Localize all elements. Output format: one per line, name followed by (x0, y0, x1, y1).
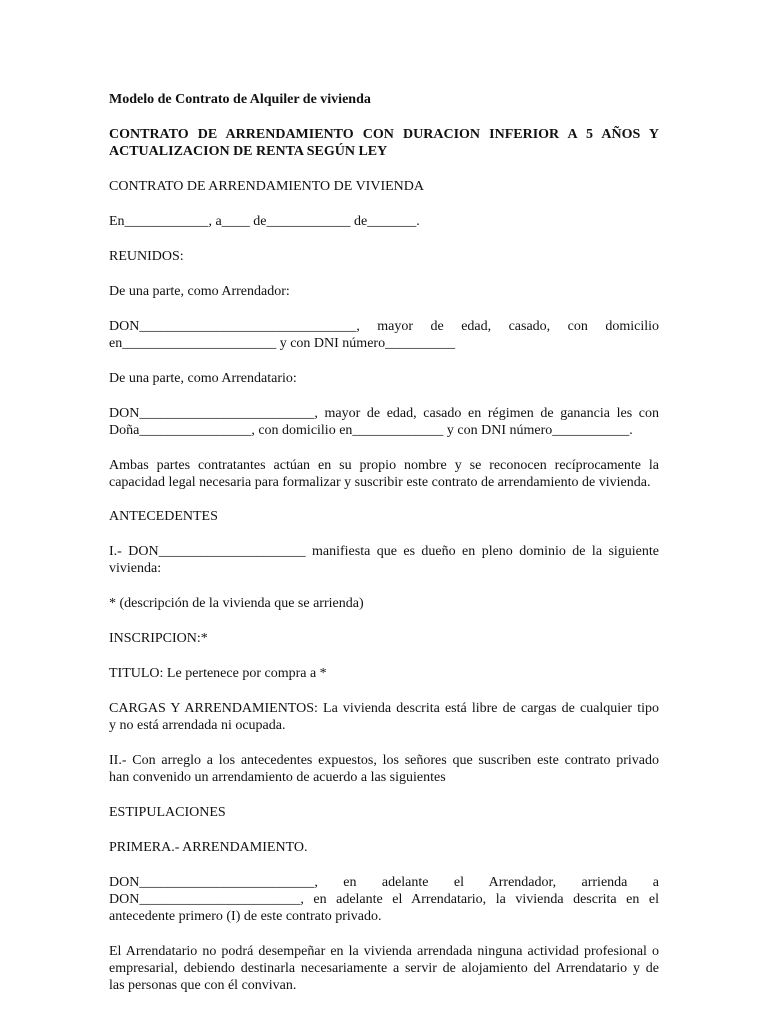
primera-line1: DON_________________________, en adelante el Arrendador, arrienda a (109, 875, 659, 890)
arrendador-line2: en______________________ y con DNI número__________ (109, 336, 456, 351)
arrendatario-paragraph (109, 405, 659, 439)
place-date-line: En____________, a____ de____________ de_______. (109, 214, 420, 229)
primera-line2: DON_______________________, en adelante el Arrendatario, la vivienda descrita en el (109, 892, 659, 907)
arrendatario-line1: DON_________________________, mayor de edad, casado en régimen de ganancia les con (109, 406, 659, 421)
ambas-line1: Ambas partes contratantes actúan en su propio nombre y se reconocen recíprocamente la (109, 458, 659, 473)
reunidos-heading: REUNIDOS: (109, 249, 184, 264)
antecedente-2-paragraph (109, 752, 659, 786)
primera-line3: antecedente primero (I) de este contrato privado. (109, 909, 382, 924)
contract-heading (109, 126, 659, 160)
final-line1: El Arrendatario no podrá desempeñar en la vivienda arrendada ninguna actividad profesional o (109, 944, 659, 959)
contract-heading-line1: CONTRATO DE ARRENDAMIENTO CON DURACION INFERIOR A 5 AÑOS Y (109, 127, 659, 142)
final-line2: empresarial, debiendo destinarla necesariamente a servir de alojamiento del Arrendatario y de (109, 961, 659, 976)
ambas-partes-paragraph (109, 457, 659, 491)
document-page (109, 91, 659, 994)
arrendador-paragraph (109, 318, 659, 352)
cargas-paragraph (109, 700, 659, 734)
antecedente2-line1: II.- Con arreglo a los antecedentes expuestos, los señores que suscriben este contrato privado (109, 753, 659, 768)
descripcion-vivienda: * (descripción de la vivienda que se arrienda) (109, 596, 364, 611)
arrendador-intro: De una parte, como Arrendador: (109, 284, 290, 299)
uso-vivienda-paragraph (109, 943, 659, 994)
antecedente2-line2: han convenido un arrendamiento de acuerdo a las siguientes (109, 770, 446, 785)
antecedente1-line2: vivienda: (109, 561, 162, 576)
arrendatario-line2: Doña________________, con domicilio en_____________ y con DNI número___________. (109, 423, 633, 438)
titulo-line: TITULO: Le pertenece por compra a * (109, 666, 327, 681)
antecedente-1-paragraph (109, 543, 659, 577)
cargas-line1: CARGAS Y ARRENDAMIENTOS: La vivienda descrita está libre de cargas de cualquier tipo (109, 701, 659, 716)
estipulaciones-heading: ESTIPULACIONES (109, 805, 226, 820)
antecedente1-line1: I.- DON_____________________ manifiesta que es dueño en pleno dominio de la siguiente (109, 544, 659, 559)
ambas-line2: capacidad legal necesaria para formalizar y suscribir este contrato de arrendamiento de vivienda. (109, 475, 651, 490)
cargas-line2: y no está arrendada ni ocupada. (109, 718, 286, 733)
contract-subtitle: CONTRATO DE ARRENDAMIENTO DE VIVIENDA (109, 179, 424, 194)
antecedentes-heading: ANTECEDENTES (109, 509, 218, 524)
arrendador-line1: DON_______________________________, mayor de edad, casado, con domicilio (109, 319, 659, 334)
arrendatario-intro: De una parte, como Arrendatario: (109, 371, 297, 386)
contract-heading-line2: ACTUALIZACION DE RENTA SEGÚN LEY (109, 144, 388, 159)
primera-heading: PRIMERA.- ARRENDAMIENTO. (109, 840, 308, 855)
document-title: Modelo de Contrato de Alquiler de vivienda (109, 92, 371, 107)
primera-paragraph (109, 874, 659, 925)
final-line3: las personas que con él convivan. (109, 978, 297, 993)
inscripcion-line: INSCRIPCION:* (109, 631, 208, 646)
